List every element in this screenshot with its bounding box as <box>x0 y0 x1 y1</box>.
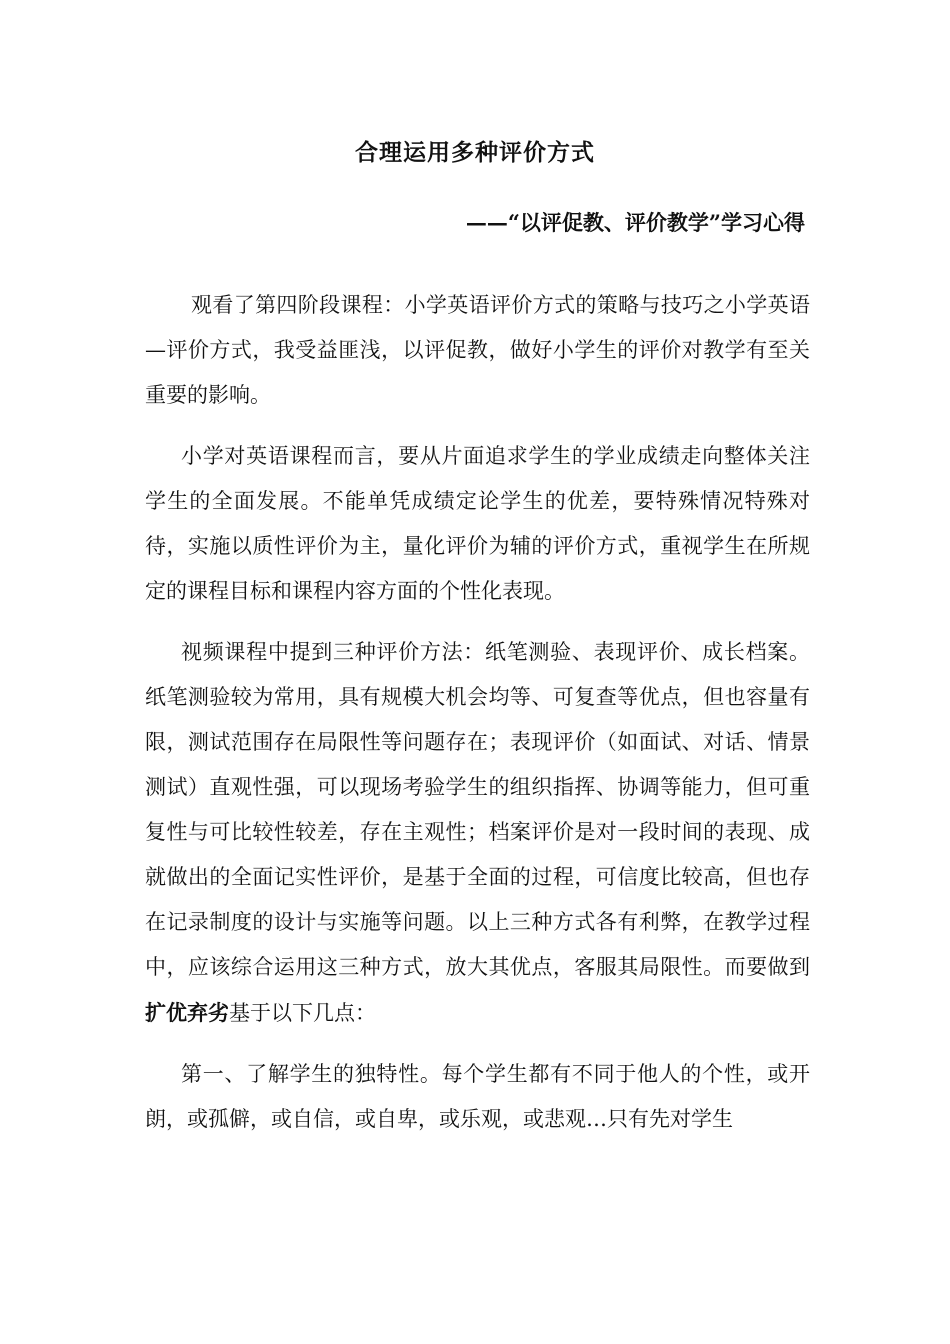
document-title: 合理运用多种评价方式 <box>355 139 595 166</box>
paragraph-2: 小学对英语课程而言，要从片面追求学生的学业成绩走向整体关注学生的全面发展。不能单凭成绩定论学生的优差，要特殊情况特殊对待，实施以质性评价为主，量化评价为辅的评价方式，重视学生在所规定的课程目标和课程内容方面的个性化表现。 <box>145 444 810 603</box>
paragraph-1: 观看了第四阶段课程：小学英语评价方式的策略与技巧之小学英语—评价方式，我受益匪浅，以评促教，做好小学生的评价对教学有至关重要的影响。 <box>145 293 810 407</box>
document-subtitle: ——“以评促教、评价教学”学习心得 <box>465 210 805 235</box>
paragraph-3-text: 视频课程中提到三种评价方法：纸笔测验、表现评价、成长档案。纸笔测验较为常用，具有规模大机会均等、可复查等优点，但也容量有限，测试范围存在局限性等问题存在；表现评价（如面试、对话、情景测试）直观性强，可以现场考验学生的组织指挥、协调等能力，但可重复性与可比较性较差，存在主观性；档案评价是对一段时间的表现、成就做出的全面记实性评价，是基于全面的过程，可信度比较高，但也存在记录制度的设计与实施等问题。以上三种方式各有利弊，在教学过程中，应该综合运用这三种方式，放大其优点，客服其局限性。而要做到 <box>145 640 810 979</box>
paragraph-3-bold-phrase: 扩优弃劣 <box>145 1000 229 1025</box>
document-body <box>145 283 810 1158</box>
paragraph-3-text-end: 基于以下几点： <box>229 1001 376 1025</box>
paragraph-4: 第一、了解学生的独特性。每个学生都有不同于他人的个性，或开朗，或孤僻，或自信，或自卑，或乐观，或悲观…只有先对学生 <box>145 1062 810 1131</box>
paragraph-3 <box>145 630 810 1036</box>
